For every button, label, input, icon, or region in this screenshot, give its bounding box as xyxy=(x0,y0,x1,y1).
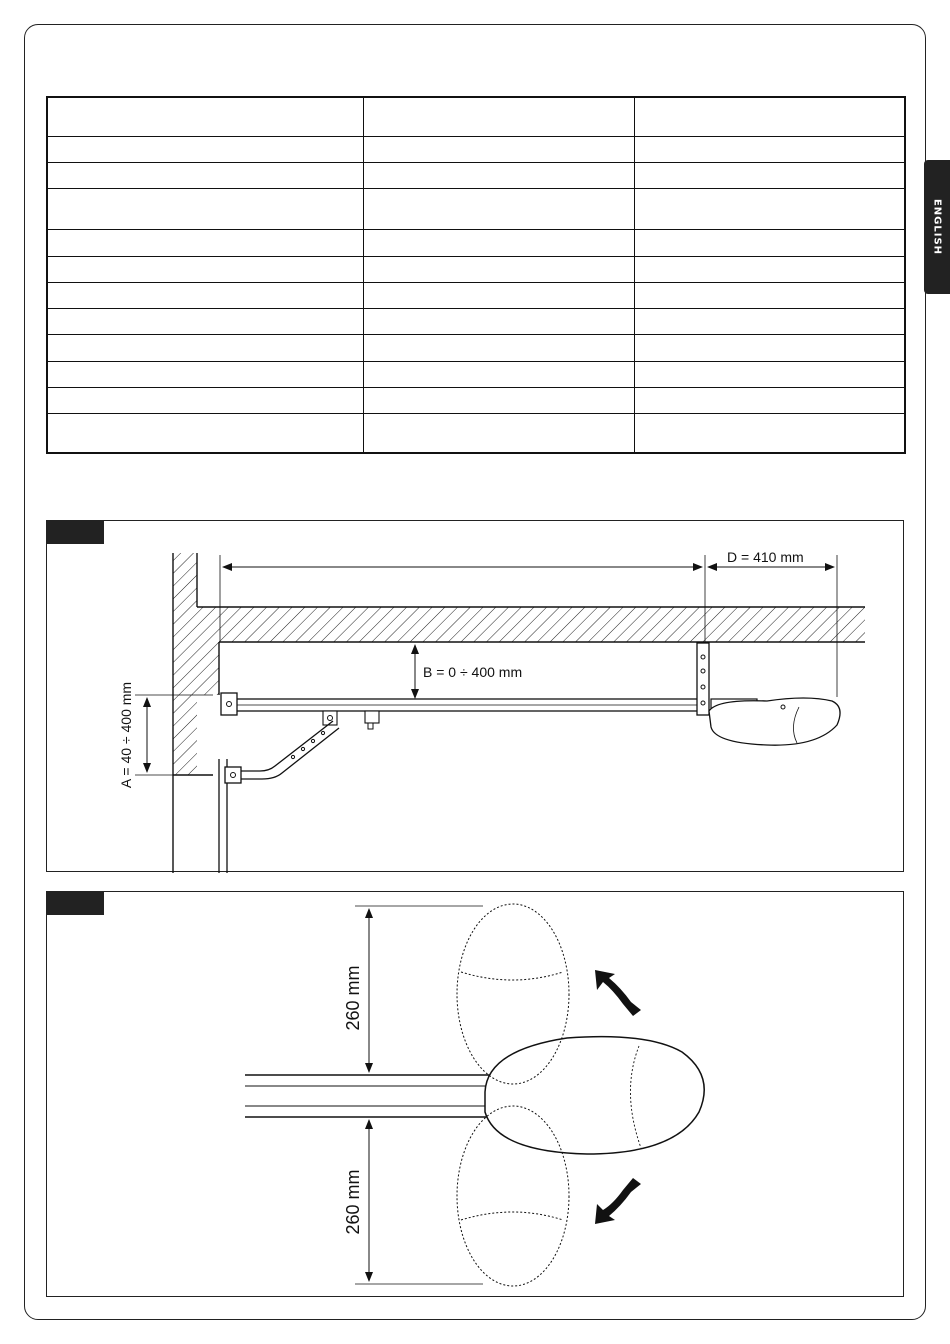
dimension-d-label: D = 410 mm xyxy=(727,549,804,565)
table-row xyxy=(47,309,905,335)
wall-hatch xyxy=(173,553,197,775)
rotation-clearance-diagram xyxy=(46,891,904,1297)
table-row xyxy=(47,256,905,282)
dimension-b-label: B = 0 ÷ 400 mm xyxy=(423,664,523,680)
table-row xyxy=(47,414,905,453)
table-row xyxy=(47,282,905,308)
motor-unit xyxy=(485,1037,704,1154)
table-row xyxy=(47,387,905,413)
installation-diagram xyxy=(46,520,904,872)
table-row xyxy=(47,361,905,387)
upper-clearance-label: 260 mm xyxy=(343,965,363,1031)
table-row xyxy=(47,335,905,361)
lower-clearance-label: 260 mm xyxy=(343,1169,363,1235)
rotate-up-arrow-icon xyxy=(595,970,641,1016)
table-row xyxy=(47,163,905,189)
table-row xyxy=(47,189,905,230)
dimension-a-label: A = 40 ÷ 400 mm xyxy=(118,681,134,789)
specifications-table xyxy=(46,96,906,454)
rotate-down-arrow-icon xyxy=(595,1178,641,1224)
language-tab[interactable] xyxy=(924,160,950,294)
table-row xyxy=(47,230,905,256)
table-row xyxy=(47,97,905,136)
installation-drawing xyxy=(47,521,905,873)
motor-unit xyxy=(709,698,840,745)
language-tab-label: ENGLISH xyxy=(931,198,943,256)
rotation-drawing xyxy=(47,892,905,1298)
table-row xyxy=(47,136,905,162)
ceiling-hatch xyxy=(197,607,865,695)
